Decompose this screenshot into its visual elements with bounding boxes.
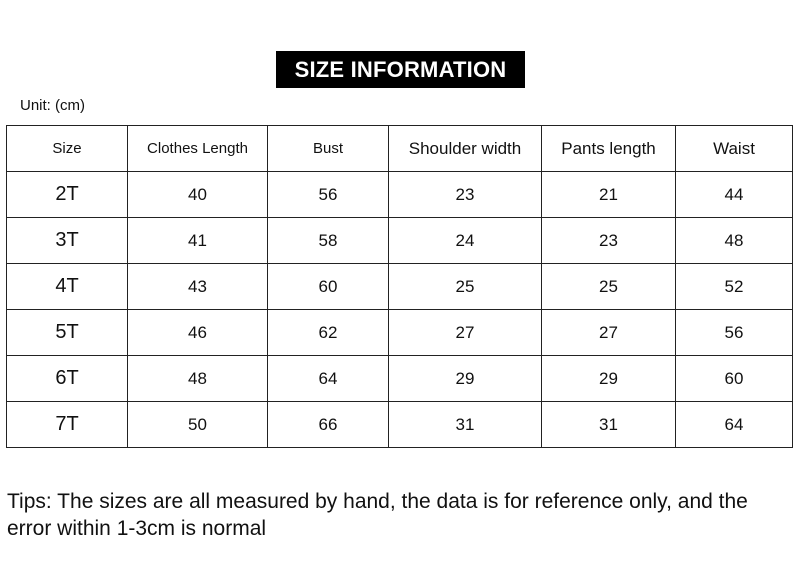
cell-shoulder-width: 24: [389, 218, 542, 264]
header-bust: Bust: [268, 126, 389, 172]
cell-size: 2T: [7, 172, 128, 218]
cell-shoulder-width: 27: [389, 310, 542, 356]
cell-size: 7T: [7, 402, 128, 448]
cell-bust: 58: [268, 218, 389, 264]
cell-waist: 44: [676, 172, 793, 218]
page-title: SIZE INFORMATION: [276, 51, 525, 88]
unit-label: Unit: (cm): [20, 97, 85, 114]
header-size: Size: [7, 126, 128, 172]
tips-note: Tips: The sizes are all measured by hand, the data is for reference only, and the error within 1-3cm is normal: [7, 490, 748, 540]
cell-clothes-length: 40: [128, 172, 268, 218]
cell-shoulder-width: 29: [389, 356, 542, 402]
cell-clothes-length: 48: [128, 356, 268, 402]
cell-pants-length: 29: [542, 356, 676, 402]
cell-pants-length: 31: [542, 402, 676, 448]
cell-clothes-length: 41: [128, 218, 268, 264]
cell-waist: 48: [676, 218, 793, 264]
table-header-row: [7, 126, 793, 172]
cell-shoulder-width: 23: [389, 172, 542, 218]
cell-waist: 56: [676, 310, 793, 356]
cell-size: 5T: [7, 310, 128, 356]
header-shoulder-width: Shoulder width: [389, 126, 542, 172]
cell-size: 4T: [7, 264, 128, 310]
cell-pants-length: 25: [542, 264, 676, 310]
cell-waist: 52: [676, 264, 793, 310]
cell-waist: 60: [676, 356, 793, 402]
header-pants-length: Pants length: [542, 126, 676, 172]
header-waist: Waist: [676, 126, 793, 172]
table-row: [7, 310, 793, 356]
table-row: [7, 218, 793, 264]
cell-pants-length: 21: [542, 172, 676, 218]
table-row: [7, 264, 793, 310]
cell-bust: 60: [268, 264, 389, 310]
cell-pants-length: 23: [542, 218, 676, 264]
header-clothes-length: Clothes Length: [128, 126, 268, 172]
cell-size: 3T: [7, 218, 128, 264]
cell-pants-length: 27: [542, 310, 676, 356]
cell-clothes-length: 43: [128, 264, 268, 310]
table-row: [7, 356, 793, 402]
cell-clothes-length: 50: [128, 402, 268, 448]
cell-shoulder-width: 31: [389, 402, 542, 448]
table-row: [7, 402, 793, 448]
cell-bust: 56: [268, 172, 389, 218]
cell-clothes-length: 46: [128, 310, 268, 356]
cell-waist: 64: [676, 402, 793, 448]
cell-bust: 64: [268, 356, 389, 402]
cell-size: 6T: [7, 356, 128, 402]
cell-shoulder-width: 25: [389, 264, 542, 310]
table-row: [7, 172, 793, 218]
size-table: [6, 125, 793, 448]
cell-bust: 66: [268, 402, 389, 448]
cell-bust: 62: [268, 310, 389, 356]
